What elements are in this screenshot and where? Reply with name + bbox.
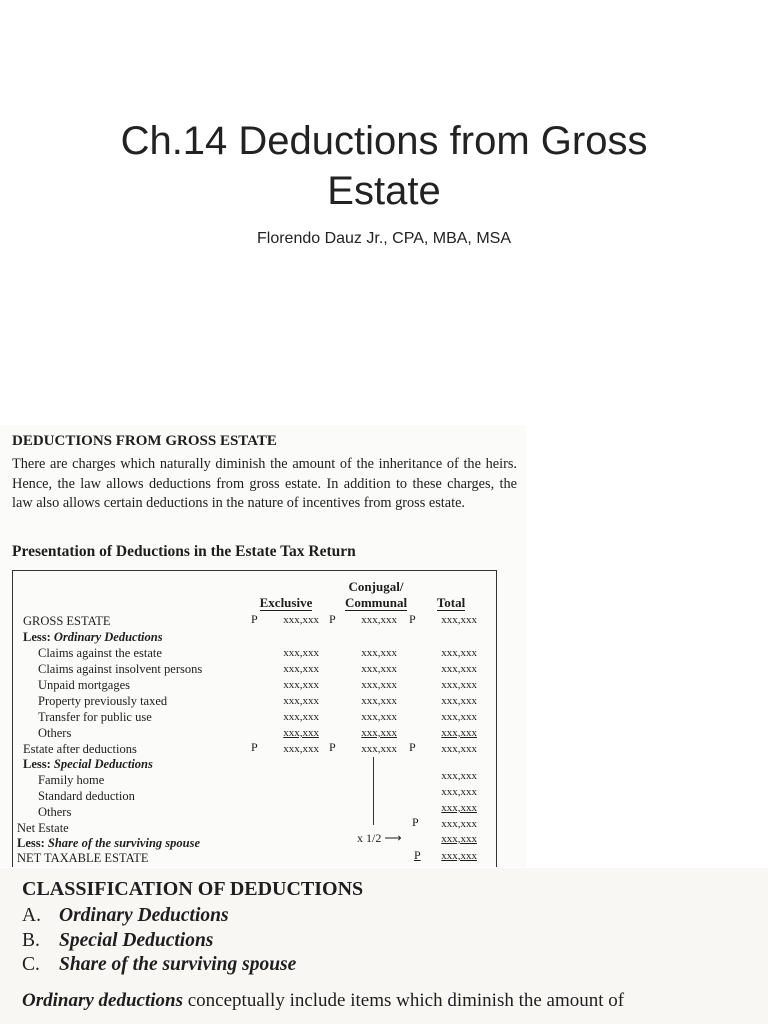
- row-property-previously-taxed: Property previously taxed: [38, 694, 168, 708]
- row-claims-insolvent: Claims against insolvent persons: [38, 662, 203, 676]
- peso-sign: P: [251, 612, 258, 626]
- value-cell: xxx,xxx: [283, 614, 319, 626]
- half-multiplier: x 1/2 ⟶: [357, 831, 402, 845]
- value-cell: xxx,xxx: [283, 647, 319, 659]
- scanned-page-classification: [0, 868, 768, 1024]
- value-cell: xxx,xxx: [283, 711, 319, 723]
- row-transfer-public-use: Transfer for public use: [38, 710, 152, 724]
- row-less-share-spouse: Less: Share of the surviving spouse: [17, 836, 201, 850]
- col-header-exclusive: Exclusive: [259, 595, 313, 610]
- value-cell: xxx,xxx: [361, 663, 397, 675]
- classification-heading: CLASSIFICATION OF DEDUCTIONS: [22, 878, 364, 900]
- peso-sign: P: [409, 740, 416, 754]
- value-cell: xxx,xxx: [361, 743, 397, 755]
- peso-sign: P: [412, 815, 419, 829]
- col-header-conjugal-line1: Conjugal/: [348, 579, 404, 594]
- row-gross-estate: GROSS ESTATE: [23, 614, 111, 628]
- ordinary-deductions-paragraph: Ordinary deductions conceptually include items which diminish the amount of: [22, 990, 625, 1011]
- value-cell: xxx,xxx: [441, 727, 477, 739]
- peso-sign: P: [251, 740, 258, 754]
- value-cell: xxx,xxx: [441, 850, 477, 862]
- row-claims-against-estate: Claims against the estate: [38, 646, 162, 660]
- row-net-estate: Net Estate: [17, 821, 69, 835]
- row-standard-deduction: Standard deduction: [38, 789, 135, 803]
- peso-sign: P: [414, 848, 421, 862]
- row-net-taxable-estate: NET TAXABLE ESTATE: [17, 851, 149, 865]
- value-cell: xxx,xxx: [441, 818, 477, 830]
- value-cell: xxx,xxx: [441, 770, 477, 782]
- col-header-conjugal-line2: Communal: [344, 595, 408, 610]
- col-header-total: Total: [436, 595, 466, 610]
- value-cell: xxx,xxx: [441, 695, 477, 707]
- row-others-ordinary: Others: [38, 726, 72, 740]
- value-cell: xxx,xxx: [283, 695, 319, 707]
- value-cell: xxx,xxx: [441, 833, 477, 845]
- classification-item-c: C. Share of the surviving spouse: [22, 954, 297, 975]
- arrow-right-icon: ⟶: [384, 831, 402, 845]
- value-cell: xxx,xxx: [441, 614, 477, 626]
- peso-sign: P: [329, 740, 336, 754]
- value-cell: xxx,xxx: [361, 679, 397, 691]
- row-less-special: Less: Special Deductions: [23, 757, 153, 771]
- classification-item-b: B. Special Deductions: [22, 930, 214, 951]
- bracket-line: [373, 757, 374, 825]
- value-cell: xxx,xxx: [361, 727, 397, 739]
- slide-title: Ch.14 Deductions from Gross Estate: [120, 119, 648, 213]
- row-others-special: Others: [38, 805, 72, 819]
- value-cell: xxx,xxx: [283, 743, 319, 755]
- value-cell: xxx,xxx: [441, 647, 477, 659]
- value-cell: xxx,xxx: [441, 743, 477, 755]
- row-estate-after-deductions: Estate after deductions: [23, 742, 137, 756]
- row-family-home: Family home: [38, 773, 105, 787]
- title-slide: [0, 0, 768, 410]
- slide-subtitle: Florendo Dauz Jr., CPA, MBA, MSA: [256, 230, 511, 247]
- value-cell: xxx,xxx: [361, 647, 397, 659]
- value-cell: xxx,xxx: [441, 802, 477, 814]
- peso-sign: P: [409, 612, 416, 626]
- section-heading: DEDUCTIONS FROM GROSS ESTATE: [12, 433, 277, 449]
- value-cell: xxx,xxx: [441, 663, 477, 675]
- value-cell: xxx,xxx: [283, 679, 319, 691]
- value-cell: xxx,xxx: [441, 711, 477, 723]
- classification-item-a: A. Ordinary Deductions: [22, 905, 229, 926]
- intro-paragraph: There are charges which naturally diminish the amount of the inheritance of the heirs. Hence, the law allows deductions from gross estate. In addition to these charges, the law also allows certain deductions in the nature of incentives from gross estate.: [12, 456, 517, 511]
- row-less-ordinary: Less: Ordinary Deductions: [23, 630, 163, 644]
- scanned-page-deductions: [0, 425, 526, 867]
- value-cell: xxx,xxx: [283, 727, 319, 739]
- value-cell: xxx,xxx: [441, 786, 477, 798]
- peso-sign: P: [329, 612, 336, 626]
- table-heading: Presentation of Deductions in the Estate Tax Return: [12, 543, 356, 560]
- value-cell: xxx,xxx: [283, 663, 319, 675]
- row-unpaid-mortgages: Unpaid mortgages: [38, 678, 130, 692]
- value-cell: xxx,xxx: [441, 679, 477, 691]
- value-cell: xxx,xxx: [361, 711, 397, 723]
- value-cell: xxx,xxx: [361, 614, 397, 626]
- value-cell: xxx,xxx: [361, 695, 397, 707]
- estate-tax-table: [12, 570, 497, 867]
